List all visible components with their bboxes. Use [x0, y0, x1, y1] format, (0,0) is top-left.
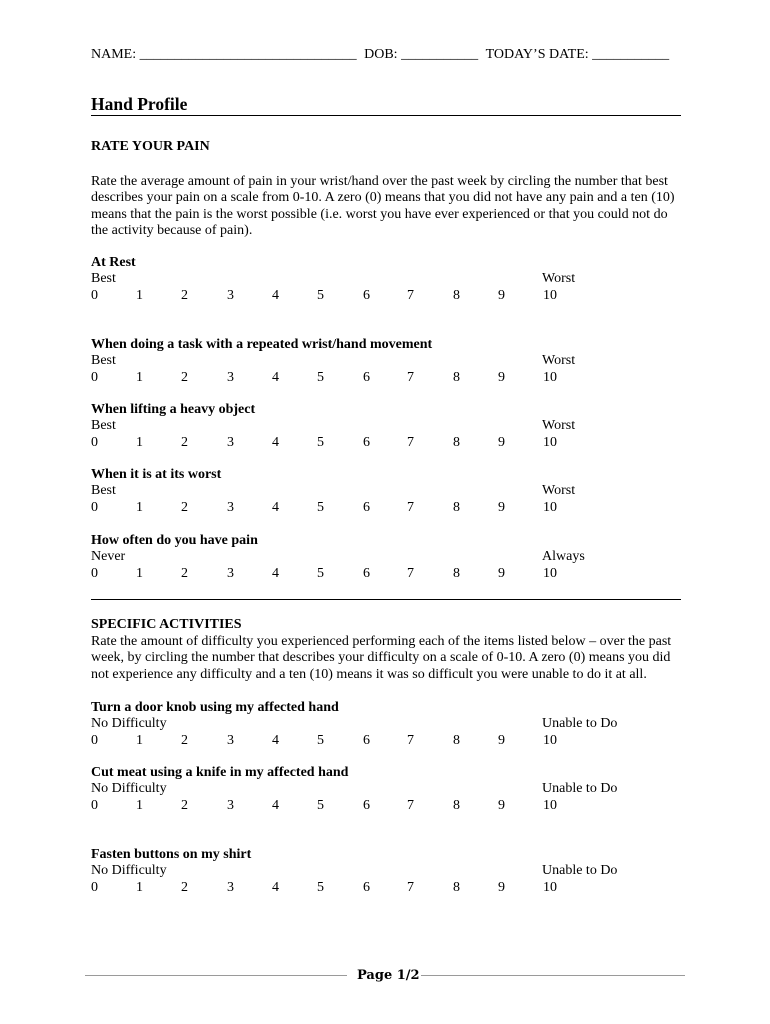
rating-option-10[interactable]: 10	[543, 500, 557, 515]
rating-option-8[interactable]: 8	[453, 288, 460, 303]
rating-option-9[interactable]: 9	[498, 880, 505, 895]
scale-low-label: Best	[91, 353, 116, 368]
activities-instructions-line: not experience any difficulty and a ten (10) means it was so difficult you were unable to do it at all.	[91, 666, 647, 682]
rating-option-8[interactable]: 8	[453, 500, 460, 515]
rating-option-9[interactable]: 9	[498, 566, 505, 581]
rating-option-2[interactable]: 2	[181, 880, 188, 895]
rating-option-0[interactable]: 0	[91, 370, 98, 385]
rating-option-6[interactable]: 6	[363, 798, 370, 813]
rating-option-6[interactable]: 6	[363, 288, 370, 303]
rating-option-5[interactable]: 5	[317, 370, 324, 385]
rating-option-1[interactable]: 1	[136, 733, 143, 748]
rating-option-3[interactable]: 3	[227, 880, 234, 895]
question-title: When doing a task with a repeated wrist/hand movement	[91, 337, 433, 352]
scale-high-label: Worst	[542, 418, 576, 433]
rating-option-9[interactable]: 9	[498, 288, 505, 303]
rating-option-5[interactable]: 5	[317, 733, 324, 748]
scale-high-label: Worst	[542, 483, 576, 498]
rating-scale	[91, 798, 681, 816]
question-title: When it is at its worst	[91, 467, 222, 482]
rating-scale	[91, 435, 681, 453]
rating-option-4[interactable]: 4	[272, 288, 279, 303]
header-fields	[91, 47, 669, 63]
rating-option-9[interactable]: 9	[498, 798, 505, 813]
dob-field[interactable]: ___________	[401, 47, 479, 62]
rating-option-5[interactable]: 5	[317, 566, 324, 581]
pain-instructions-line: describes your pain on a scale from 0-10. A zero (0) means that you did not have any pain and a ten (10)	[91, 190, 675, 206]
today-date-label: TODAY’S DATE:	[485, 47, 593, 62]
rating-option-1[interactable]: 1	[136, 435, 143, 450]
rating-option-0[interactable]: 0	[91, 733, 98, 748]
scale-low-label: No Difficulty	[91, 716, 167, 731]
rating-option-8[interactable]: 8	[453, 733, 460, 748]
rating-option-7[interactable]: 7	[407, 798, 414, 813]
rating-option-6[interactable]: 6	[363, 566, 370, 581]
rating-option-2[interactable]: 2	[181, 733, 188, 748]
rating-option-2[interactable]: 2	[181, 500, 188, 515]
rating-option-0[interactable]: 0	[91, 880, 98, 895]
rating-scale	[91, 288, 681, 306]
scale-high-label: Worst	[542, 353, 576, 368]
rating-option-10[interactable]: 10	[543, 288, 557, 303]
rating-option-6[interactable]: 6	[363, 435, 370, 450]
rating-option-10[interactable]: 10	[543, 435, 557, 450]
scale-low-label: Never	[91, 549, 126, 564]
rating-option-3[interactable]: 3	[227, 566, 234, 581]
footer-rule-right	[421, 975, 685, 976]
rating-option-7[interactable]: 7	[407, 500, 414, 515]
rating-option-7[interactable]: 7	[407, 733, 414, 748]
rating-option-10[interactable]: 10	[543, 798, 557, 813]
rating-option-10[interactable]: 10	[543, 566, 557, 581]
rating-option-3[interactable]: 3	[227, 288, 234, 303]
activities-instructions-line: Rate the amount of difficulty you experienced performing each of the items listed below – over the past	[91, 634, 672, 649]
rating-option-1[interactable]: 1	[136, 798, 143, 813]
rating-option-2[interactable]: 2	[181, 435, 188, 450]
scale-high-label: Unable to Do	[542, 863, 618, 878]
scale-low-label: No Difficulty	[91, 781, 167, 796]
activities-instructions-line: week, by circling the number that describes your difficulty on a scale of 0-10. A zero (0) means you did	[91, 650, 671, 666]
page-number: Page 1/2	[357, 968, 420, 983]
pain-instructions-line: Rate the average amount of pain in your wrist/hand over the past week by circling the number that best	[91, 174, 668, 189]
name-field[interactable]: _____________________	[139, 47, 287, 62]
rating-option-1[interactable]: 1	[136, 370, 143, 385]
rating-option-9[interactable]: 9	[498, 435, 505, 450]
scale-high-label: Unable to Do	[542, 781, 618, 796]
question-title: Turn a door knob using my affected hand	[91, 700, 339, 715]
rating-scale	[91, 500, 681, 518]
rating-option-4[interactable]: 4	[272, 566, 279, 581]
rating-option-3[interactable]: 3	[227, 798, 234, 813]
question-title: How often do you have pain	[91, 533, 258, 548]
question-title: When lifting a heavy object	[91, 402, 256, 417]
rating-option-8[interactable]: 8	[453, 566, 460, 581]
rating-option-8[interactable]: 8	[453, 370, 460, 385]
rating-option-3[interactable]: 3	[227, 500, 234, 515]
pain-instructions-line: the activity because of pain).	[91, 223, 253, 239]
rating-option-2[interactable]: 2	[181, 370, 188, 385]
rating-option-7[interactable]: 7	[407, 288, 414, 303]
rating-option-6[interactable]: 6	[363, 500, 370, 515]
rating-option-7[interactable]: 7	[407, 880, 414, 895]
rating-option-4[interactable]: 4	[272, 435, 279, 450]
rating-option-6[interactable]: 6	[363, 370, 370, 385]
rating-option-3[interactable]: 3	[227, 435, 234, 450]
rating-option-2[interactable]: 2	[181, 798, 188, 813]
section-divider	[91, 599, 681, 600]
rating-option-2[interactable]: 2	[181, 288, 188, 303]
scale-high-label: Always	[542, 549, 585, 564]
rating-scale	[91, 880, 681, 898]
rating-option-0[interactable]: 0	[91, 500, 98, 515]
rating-scale	[91, 566, 681, 584]
rating-scale	[91, 370, 681, 388]
rating-option-7[interactable]: 7	[407, 370, 414, 385]
rating-option-0[interactable]: 0	[91, 566, 98, 581]
rating-option-0[interactable]: 0	[91, 288, 98, 303]
rating-option-1[interactable]: 1	[136, 880, 143, 895]
rating-option-6[interactable]: 6	[363, 880, 370, 895]
name-label: NAME:	[91, 47, 140, 62]
rating-option-3[interactable]: 3	[227, 733, 234, 748]
rating-option-0[interactable]: 0	[91, 435, 98, 450]
rating-option-9[interactable]: 9	[498, 500, 505, 515]
today-date-field[interactable]: ___________	[592, 47, 670, 62]
rating-option-5[interactable]: 5	[317, 435, 324, 450]
rating-option-3[interactable]: 3	[227, 370, 234, 385]
rating-option-2[interactable]: 2	[181, 566, 188, 581]
page-title: Hand Profile	[91, 94, 188, 114]
rating-option-0[interactable]: 0	[91, 798, 98, 813]
name-field-extension[interactable]: __________	[286, 47, 357, 62]
footer-rule-left	[85, 975, 347, 976]
rating-option-8[interactable]: 8	[453, 435, 460, 450]
rating-option-10[interactable]: 10	[543, 733, 557, 748]
rating-option-6[interactable]: 6	[363, 733, 370, 748]
question-title: At Rest	[91, 255, 136, 270]
rating-option-8[interactable]: 8	[453, 798, 460, 813]
dob-label: DOB:	[364, 47, 402, 62]
rating-option-1[interactable]: 1	[136, 566, 143, 581]
scale-low-label: Best	[91, 483, 116, 498]
rating-option-9[interactable]: 9	[498, 733, 505, 748]
rating-option-5[interactable]: 5	[317, 798, 324, 813]
rating-option-4[interactable]: 4	[272, 733, 279, 748]
scale-low-label: No Difficulty	[91, 863, 167, 878]
rating-option-1[interactable]: 1	[136, 288, 143, 303]
rating-option-8[interactable]: 8	[453, 880, 460, 895]
scale-low-label: Best	[91, 271, 116, 286]
question-title: Fasten buttons on my shirt	[91, 847, 252, 862]
rating-option-7[interactable]: 7	[407, 435, 414, 450]
rating-option-5[interactable]: 5	[317, 288, 324, 303]
rating-option-5[interactable]: 5	[317, 880, 324, 895]
scale-high-label: Unable to Do	[542, 716, 618, 731]
pain-instructions-line: means that the pain is the worst possible (i.e. worst you have ever experienced or that you could not do	[91, 206, 668, 222]
rating-option-4[interactable]: 4	[272, 798, 279, 813]
rating-option-7[interactable]: 7	[407, 566, 414, 581]
rating-option-5[interactable]: 5	[317, 500, 324, 515]
pain-instructions	[91, 174, 683, 240]
scale-low-label: Best	[91, 418, 116, 433]
title-divider	[91, 115, 681, 116]
scale-high-label: Worst	[542, 271, 576, 286]
activities-instructions	[91, 634, 683, 683]
rating-option-4[interactable]: 4	[272, 880, 279, 895]
rating-option-1[interactable]: 1	[136, 500, 143, 515]
question-title: Cut meat using a knife in my affected hand	[91, 765, 349, 780]
pain-section-heading: RATE YOUR PAIN	[91, 139, 210, 154]
rating-option-10[interactable]: 10	[543, 880, 557, 895]
rating-scale	[91, 733, 681, 751]
rating-option-10[interactable]: 10	[543, 370, 557, 385]
rating-option-9[interactable]: 9	[498, 370, 505, 385]
activities-section-heading: SPECIFIC ACTIVITIES	[91, 617, 242, 632]
rating-option-4[interactable]: 4	[272, 370, 279, 385]
rating-option-4[interactable]: 4	[272, 500, 279, 515]
